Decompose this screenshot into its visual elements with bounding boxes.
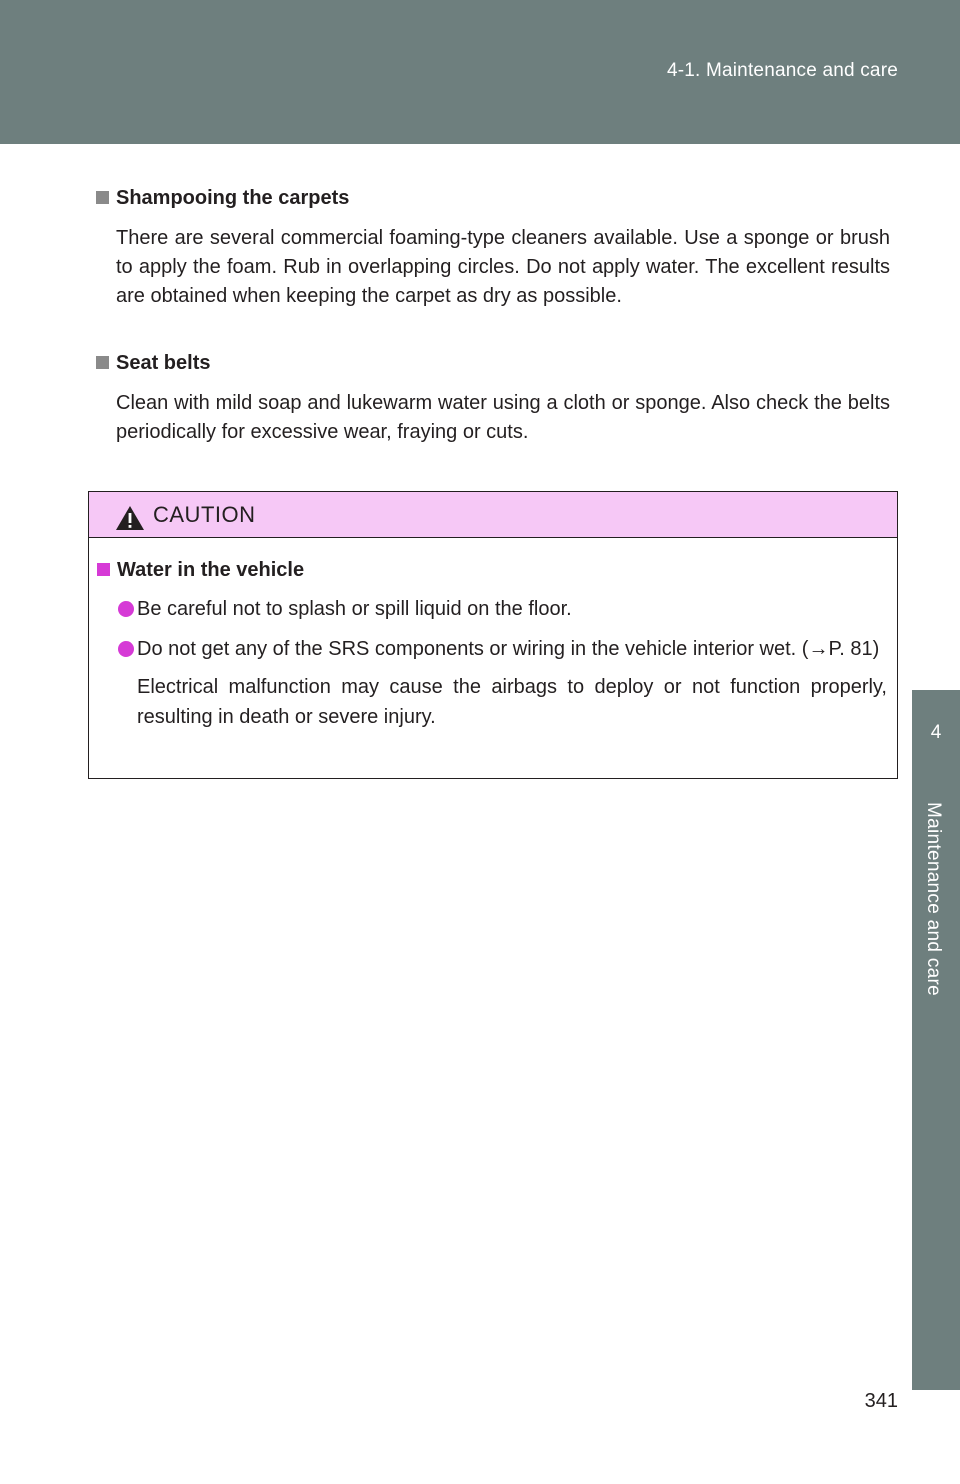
section-heading-text: Seat belts [116, 352, 211, 374]
page-number: 341 [864, 1390, 898, 1412]
square-bullet-icon [97, 563, 110, 576]
section-heading [96, 349, 890, 377]
chapter-side-tab [912, 690, 960, 1390]
caution-body [89, 538, 897, 732]
chapter-title: 4-1. Maintenance and care [666, 60, 898, 81]
caution-bullet-text: Do not get any of the SRS components or wiring in the vehicle interior wet. (→P. 81) [137, 638, 880, 660]
section-heading-text: Shampooing the carpets [116, 187, 350, 209]
section-seat-belts [96, 349, 890, 447]
section-shampooing-carpets [96, 184, 890, 311]
square-bullet-icon [96, 356, 109, 369]
section-body: Clean with mild soap and lukewarm water using a cloth or sponge. Also check the belts periodically for excessive wear, fraying or cuts. [116, 392, 890, 443]
caution-box [88, 491, 898, 779]
caution-note: Electrical malfunction may cause the airbags to deploy or not function properly, resulting in death or severe injury. [137, 676, 887, 728]
page-header [0, 0, 960, 144]
chapter-label: Maintenance and care [923, 802, 944, 997]
caution-heading-text: Water in the vehicle [117, 559, 305, 581]
round-bullet-icon [118, 601, 134, 617]
caution-bullet-text: Be careful not to splash or spill liquid on the floor. [137, 598, 572, 620]
section-body: There are several commercial foaming-type cleaners available. Use a sponge or brush to apply the foam. Rub in overlapping circles. Do not apply water. The excellent results are obtained when keeping the carpet as dry as possible. [116, 227, 890, 307]
caution-label: CAUTION [153, 502, 256, 527]
caution-bullet [97, 594, 887, 624]
caution-heading [97, 556, 887, 584]
section-heading [96, 184, 890, 212]
round-bullet-icon [118, 641, 134, 657]
chapter-number: 4 [930, 722, 942, 743]
warning-triangle-icon [115, 505, 145, 531]
square-bullet-icon [96, 191, 109, 204]
caution-header [89, 492, 897, 538]
caution-bullet [97, 634, 887, 664]
